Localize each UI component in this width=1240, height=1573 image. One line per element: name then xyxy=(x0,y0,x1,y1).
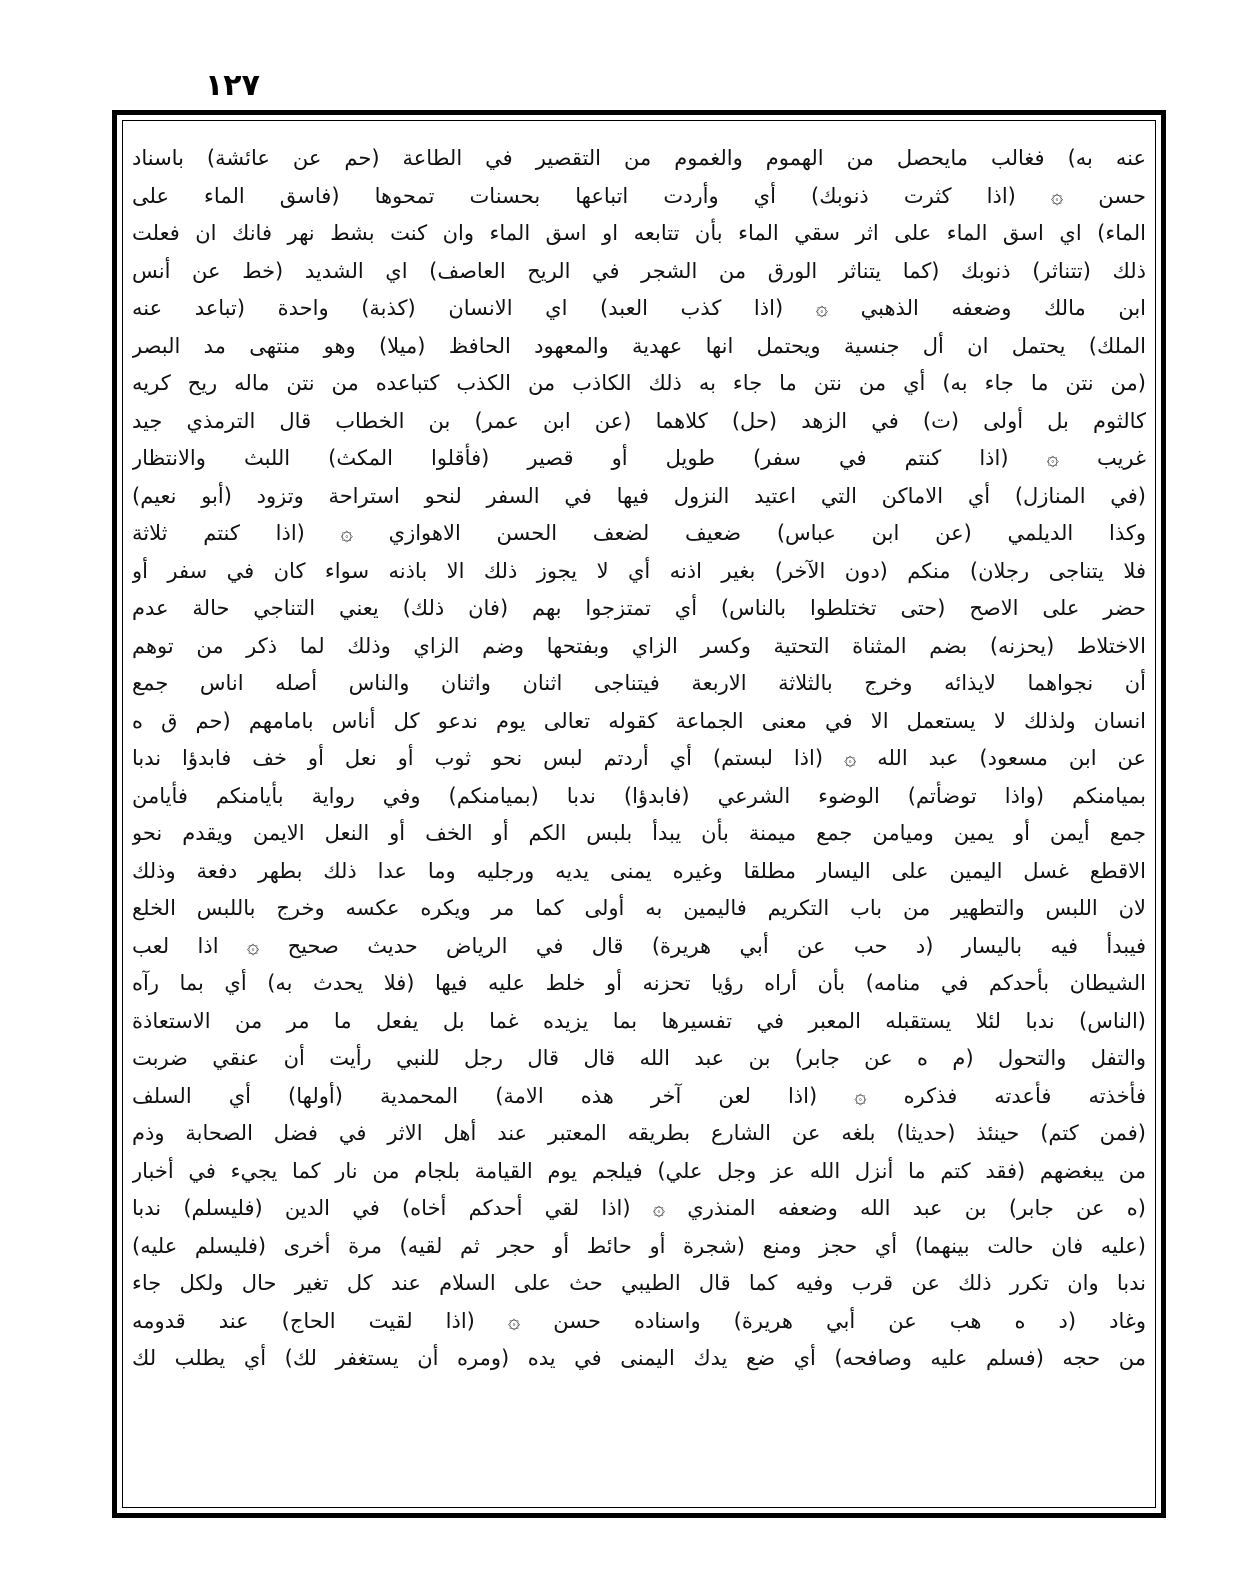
text-line: (في المنازل) أي الاماكن التي اعتيد النزول فيها في السفر لنحو استراحة وتزود (أبو نعيم) xyxy=(132,483,1146,508)
text-line: فلا يتناجى رجلان) منكم (دون الآخر) بغير اذنه أي لا يجوز ذلك الا باذنه سواء كان في سفر أو xyxy=(132,558,1146,583)
text-line: (عليه فان حالت بينهما) أي حجز ومنع (شجرة أو حائط أو حجر ثم لقيه) مرة أخرى (فليسلم عليه) xyxy=(132,1233,1146,1258)
text-line: وكذا الديلمي (عن ابن عباس) ضعيف لضعف الحسن الاهوازي ۞ (اذا كنتم ثلاثة xyxy=(132,521,1146,545)
text-line: الاقطع غسل اليمين على اليسار مطلقا وغيره يمنى يديه ورجليه وما عدا ذلك بطهر دفعة وذلك xyxy=(132,858,1146,883)
text-line: ذلك (تتناثر) ذنوبك (كما يتناثر الورق من الشجر في الريح العاصف) اي الشديد (خط عن أنس xyxy=(132,258,1146,283)
text-line: ندبا وان تكرر ذلك عن قرب وفيه كما قال الطيبي حث على السلام عند كل تغير حال ولكل جاء xyxy=(132,1271,1146,1295)
text-line: أن نجواهما لايذائه وخرج بالثلاثة الاربعة فيتناجى اثنان واثنان والناس أصله اناس جمع xyxy=(132,671,1146,695)
text-line: فيبدأ فيه باليسار (د حب عن أبي هريرة) قال في الرياض حديث صحيح ۞ اذا لعب xyxy=(132,933,1146,958)
text-line: (من نتن ما جاء به) أي من نتن ما جاء به ذلك الكاذب من الكذب كتباعده من نتن ماله ريح كريه xyxy=(132,371,1146,395)
text-line: من يبغضهم (فقد كتم ما أنزل الله عز وجل علي) فيلجم يوم القيامة بلجام من نار كما يجيء في أخبار xyxy=(132,1158,1146,1183)
text-line: (فمن كتم) حينئذ (حديثا) بلغه عن الشارع بطريقه المعتبر عند أهل الاثر في فضل الصحابة وذم xyxy=(132,1121,1146,1145)
text-line: كالثوم بل أولى (ت) في الزهد (حل) كلاهما (عن ابن عمر) بن الخطاب قال الترمذي جيد xyxy=(132,408,1146,433)
text-line: الماء) اي اسق الماء على اثر سقي الماء بأن تتابعه او اسق الماء وان كنت بشط نهر فانك ان فعلت xyxy=(132,221,1146,245)
text-line: غريب ۞ (اذا كنتم في سفر) طويل أو قصير (فأقلوا المكث) اللبث والانتظار xyxy=(132,446,1146,470)
text-line: عنه به) فغالب مايحصل من الهموم والغموم من التقصير في الطاعة (حم عن عائشة) باسناد xyxy=(132,146,1146,170)
text-line: ابن مالك وضعفه الذهبي ۞ (اذا كذب العبد) اي الانسان (كذبة) واحدة (تباعد عنه xyxy=(132,296,1146,320)
page-number: ١٢٧ xyxy=(205,68,260,103)
text-line: انسان ولذلك لا يستعمل الا في معنى الجماعة كقوله تعالى يوم ندعو كل أناس بامامهم (حم ق ه xyxy=(132,708,1146,733)
text-line: لان اللبس والتطهير من باب التكريم فاليمين به أولى كما مر ويكره عكسه وخرج باللبس الخلع xyxy=(132,896,1146,920)
text-line: فأخذته فأعدته فذكره ۞ (اذا لعن آخر هذه الامة) المحمدية (أولها) أي السلف xyxy=(132,1083,1146,1108)
text-line: الاختلاط (يحزنه) بضم المثناة التحتية وكسر الزاي وبفتحها وضم الزاي وذلك لما ذكر من توهم xyxy=(132,633,1146,658)
text-line: والتفل والتحول (م ه عن جابر) بن عبد الله قال قال رجل للنبي رأيت أن عنقي ضربت xyxy=(132,1046,1146,1070)
text-line: الملك) يحتمل ان أل جنسية ويحتمل انها عهدية والمعهود الحافظ (ميلا) وهو منتهى مد البصر xyxy=(132,333,1146,358)
text-line: حضر على الاصح (حتى تختلطوا بالناس) أي تمتزجوا بهم (فان ذلك) يعني التناجي حالة عدم xyxy=(132,596,1146,620)
text-line: عن ابن مسعود) عبد الله ۞ (اذا لبستم) أي أردتم لبس نحو ثوب أو نعل أو خف فابدؤا ندبا xyxy=(132,746,1146,770)
text-line: من حجه (فسلم عليه وصافحه) أي ضع يدك اليمنى في يده (ومره أن يستغفر لك) أي يطلب لك xyxy=(132,1346,1146,1370)
text-line: (ه عن جابر) بن عبد الله وضعفه المنذري ۞ (اذا لقي أحدكم أخاه) في الدين (فليسلم) ندبا xyxy=(132,1196,1146,1220)
text-line: وغاد (د ه هب عن أبي هريرة) واسناده حسن ۞ (اذا لقيت الحاج) عند قدومه xyxy=(132,1308,1146,1333)
text-line: بميامنكم (واذا توضأتم) الوضوء الشرعي (فابدؤا) ندبا (بميامنكم) وفي رواية بأيامنكم فأيامن xyxy=(132,783,1146,808)
main-text xyxy=(132,140,1146,1378)
text-line: جمع أيمن أو يمين وميامن جمع ميمنة بأن يبدأ بلبس الكم أو الخف أو النعل الايمن ويقدم نحو xyxy=(132,821,1146,845)
text-line: (الناس) ندبا لئلا يستقبله المعبر في تفسيرها بما يزيده غما بل يفعل ما مر من الاستعاذة xyxy=(132,1008,1146,1033)
text-line: الشيطان بأحدكم في منامه) بأن أراه رؤيا تحزنه أو خلط عليه فيها (فلا يحدث به) أي بما رآه xyxy=(132,971,1146,995)
text-line: حسن ۞ (اذا كثرت ذنوبك) أي وأردت اتباعها بحسنات تمحوها (فاسق الماء على xyxy=(132,183,1146,208)
